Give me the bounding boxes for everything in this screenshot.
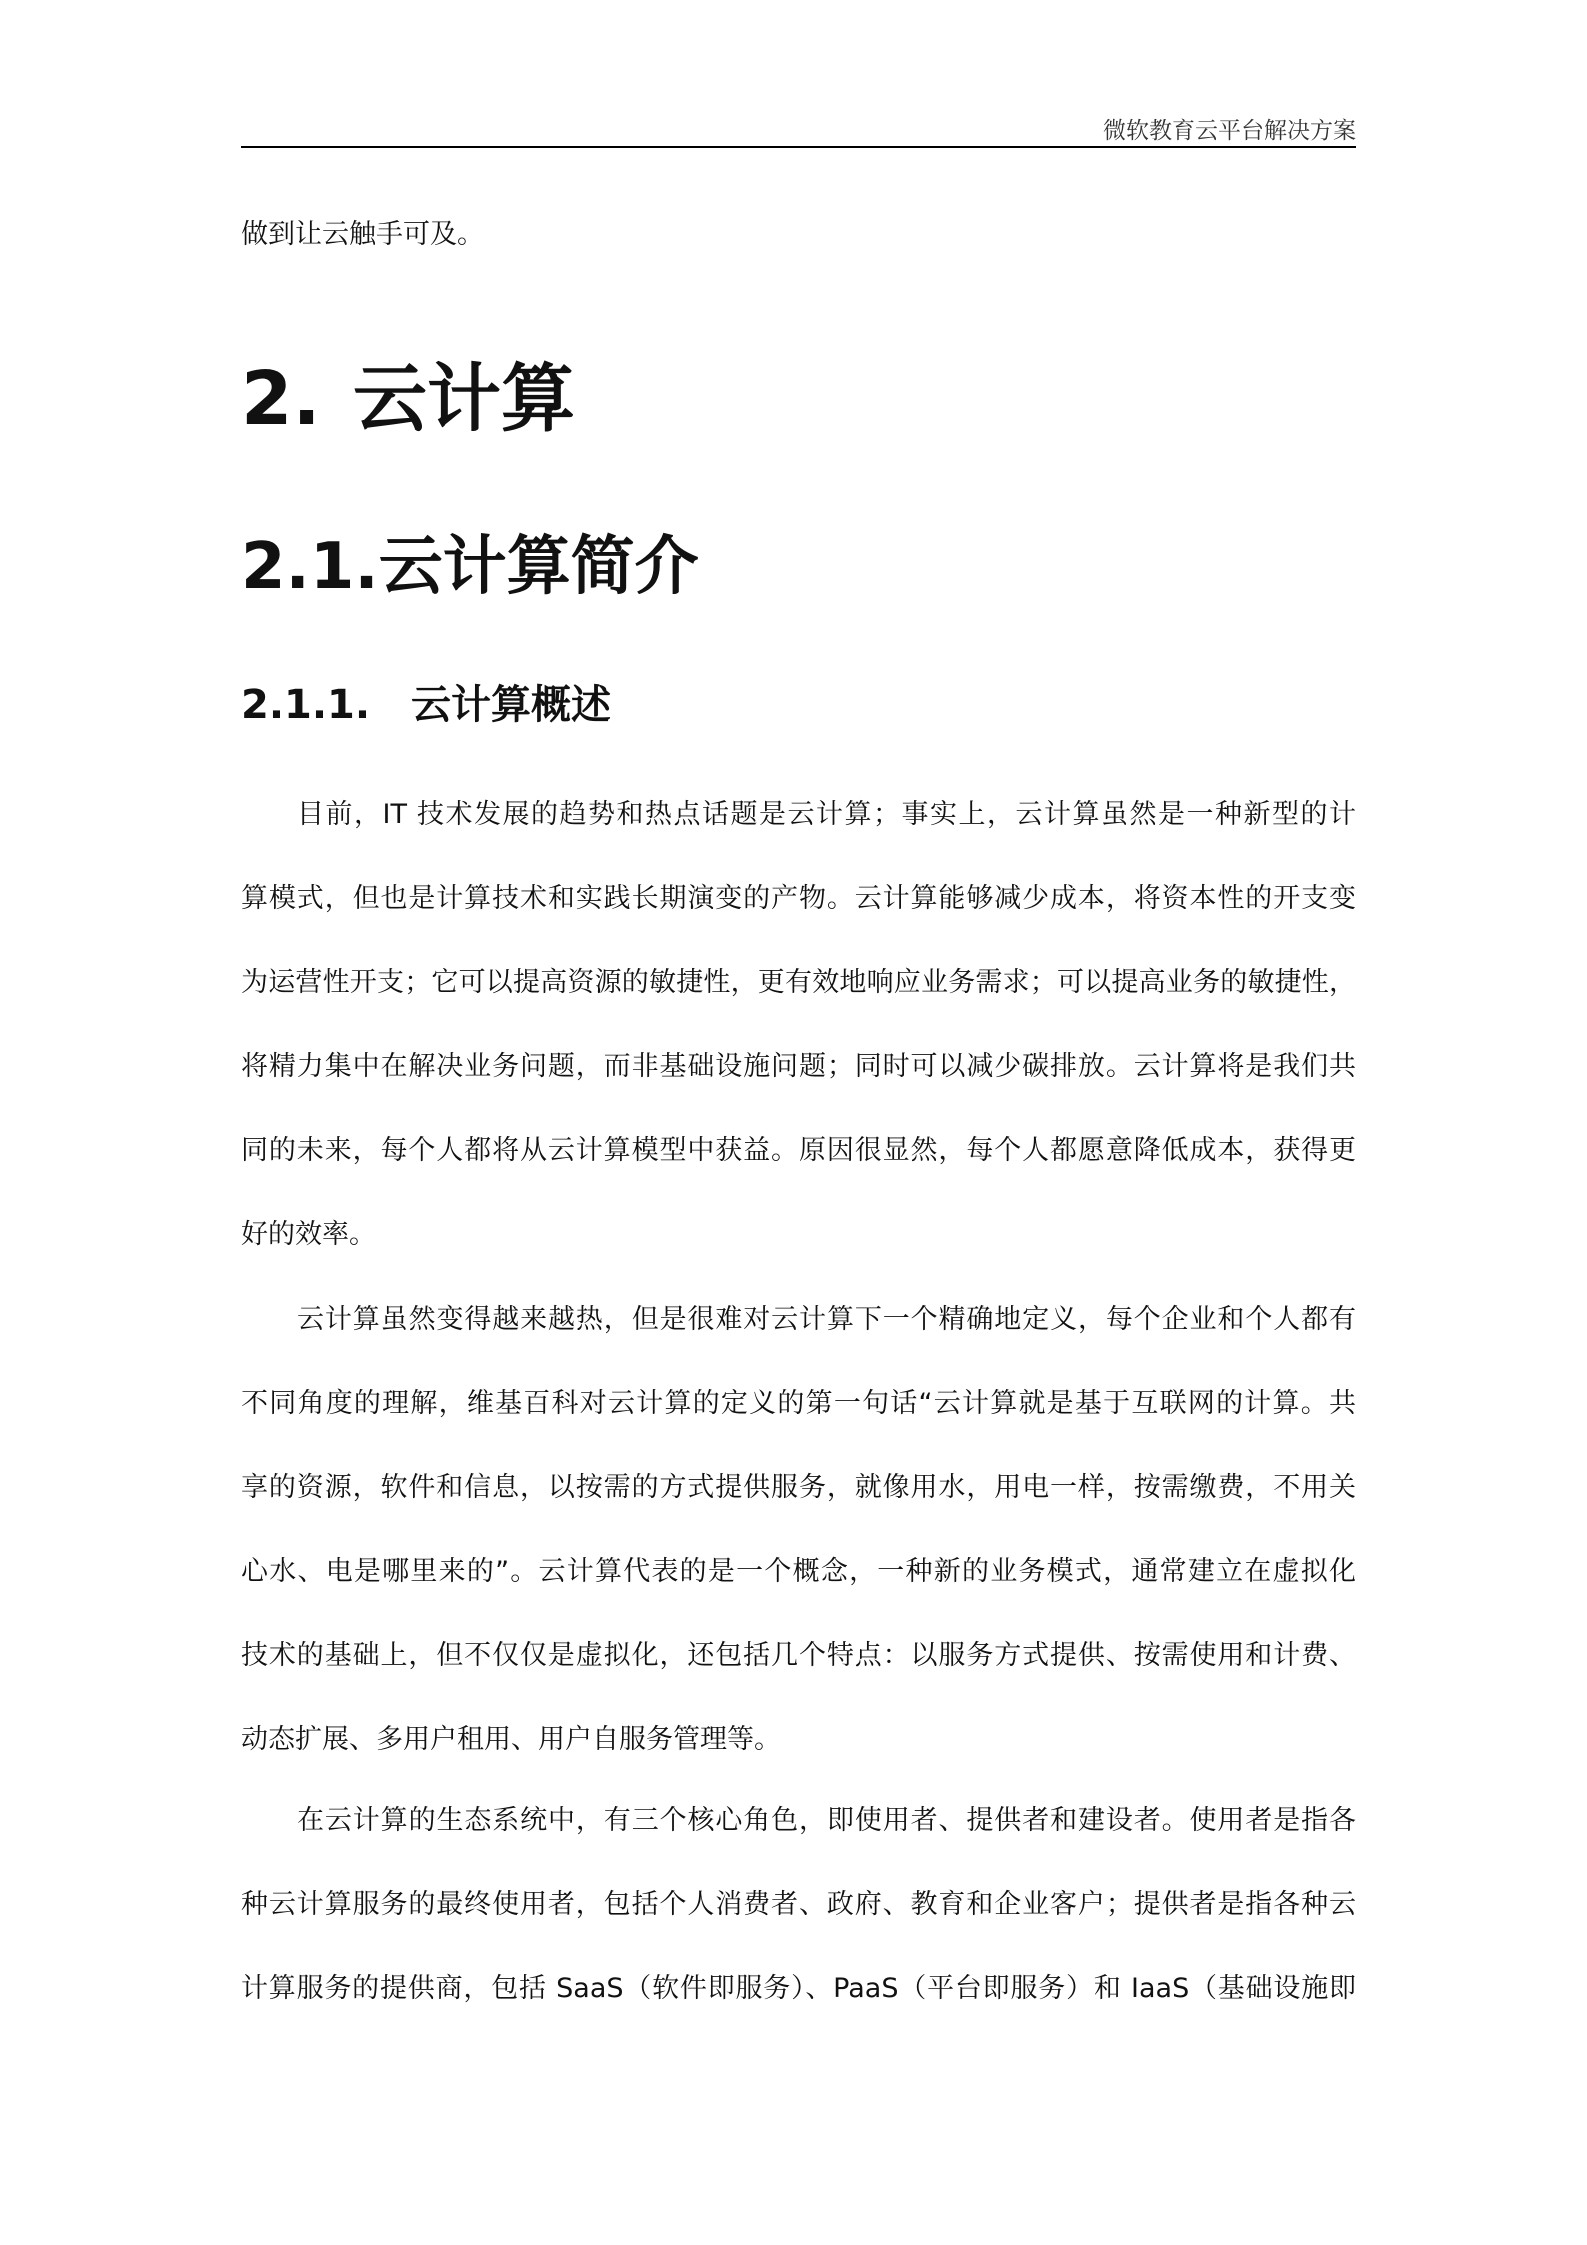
heading-2 bbox=[241, 515, 699, 607]
text-line: 为运营性开支；它可以提高资源的敏捷性，更有效地响应业务需求；可以提高业务的敏捷性， bbox=[241, 967, 1356, 998]
page-header-title: 微软教育云平台解决方案 bbox=[1103, 118, 1356, 144]
header-divider bbox=[241, 146, 1356, 148]
paragraph-3 bbox=[241, 1779, 1356, 2031]
heading-text: 云计算简介 bbox=[378, 530, 699, 604]
heading-text: 云计算 bbox=[353, 356, 575, 442]
heading-number: 2.1.1. bbox=[241, 682, 371, 728]
text-line: 云计算虽然变得越来越热，但是很难对云计算下一个精确地定义，每个企业和个人都有 bbox=[297, 1304, 1356, 1335]
heading-number: 2. bbox=[241, 356, 321, 442]
text-line: 好的效率。 bbox=[241, 1219, 376, 1250]
text-line: 技术的基础上，但不仅仅是虚拟化，还包括几个特点：以服务方式提供、按需使用和计费、 bbox=[241, 1640, 1356, 1671]
text-line: 算模式，但也是计算技术和实践长期演变的产物。云计算能够减少成本，将资本性的开支变 bbox=[241, 883, 1356, 914]
heading-text: 云计算概述 bbox=[411, 682, 611, 728]
heading-1 bbox=[241, 340, 575, 446]
text-line: 计算服务的提供商，包括 SaaS（软件即服务）、PaaS（平台即服务）和 IaaS（基础设施即 bbox=[241, 1973, 1356, 2004]
text-line: 在云计算的生态系统中，有三个核心角色，即使用者、提供者和建设者。使用者是指各 bbox=[297, 1805, 1356, 1836]
paragraph-1 bbox=[241, 773, 1356, 1277]
text-line: 将精力集中在解决业务问题，而非基础设施问题；同时可以减少碳排放。云计算将是我们共 bbox=[241, 1051, 1356, 1082]
text-line: 不同角度的理解，维基百科对云计算的定义的第一句话“云计算就是基于互联网的计算。共 bbox=[241, 1388, 1356, 1419]
intro-line: 做到让云触手可及。 bbox=[241, 219, 484, 250]
heading-number: 2.1. bbox=[241, 530, 379, 604]
paragraph-2 bbox=[241, 1278, 1356, 1782]
heading-3 bbox=[241, 673, 611, 730]
text-line: 种云计算服务的最终使用者，包括个人消费者、政府、教育和企业客户；提供者是指各种云 bbox=[241, 1889, 1356, 1920]
text-line: 动态扩展、多用户租用、用户自服务管理等。 bbox=[241, 1724, 781, 1755]
text-line: 目前，IT 技术发展的趋势和热点话题是云计算；事实上，云计算虽然是一种新型的计 bbox=[297, 799, 1356, 830]
text-line: 心水、电是哪里来的”。云计算代表的是一个概念，一种新的业务模式，通常建立在虚拟化 bbox=[241, 1556, 1356, 1587]
text-line: 享的资源，软件和信息，以按需的方式提供服务，就像用水，用电一样，按需缴费，不用关 bbox=[241, 1472, 1356, 1503]
text-line: 同的未来，每个人都将从云计算模型中获益。原因很显然，每个人都愿意降低成本，获得更 bbox=[241, 1135, 1356, 1166]
